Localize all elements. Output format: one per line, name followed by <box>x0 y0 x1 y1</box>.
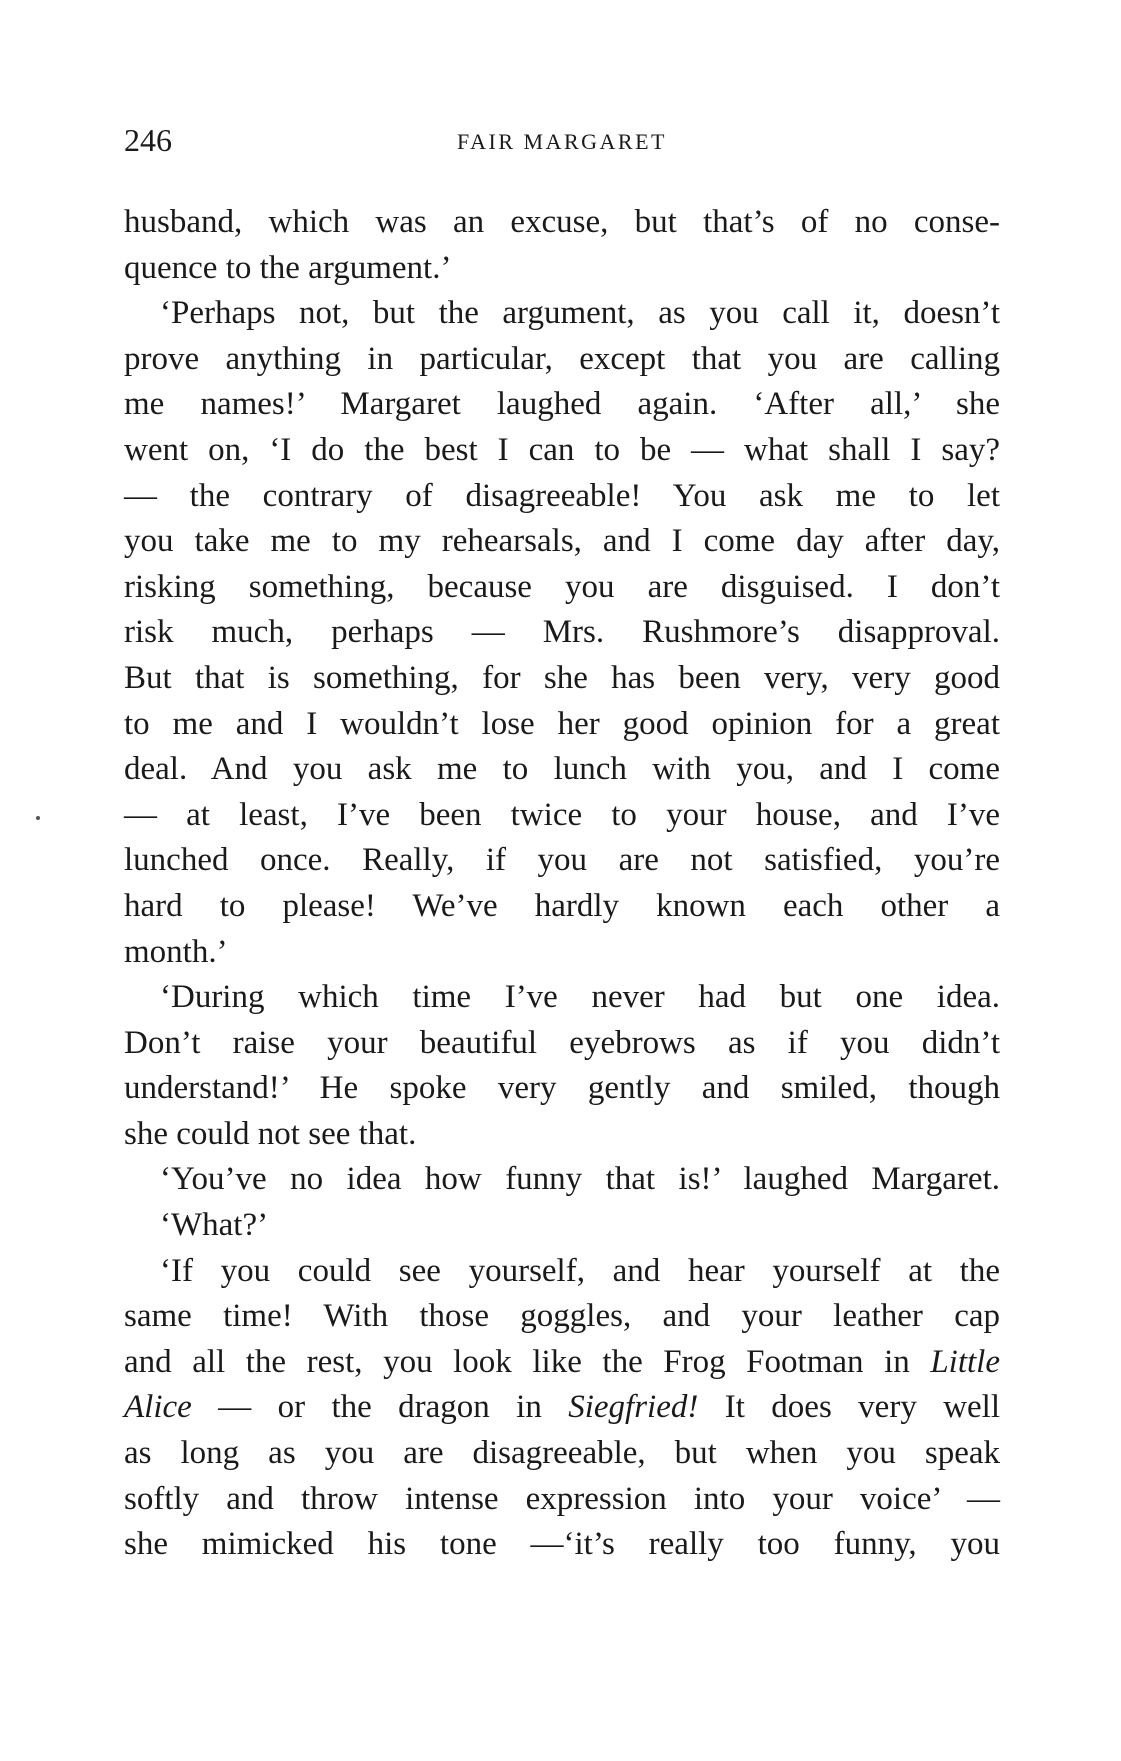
text-line: to me and I wouldn’t lose her good opinion for a great <box>124 705 1000 742</box>
text-segment: — or the dragon in <box>218 1389 542 1426</box>
text-line: ‘You’ve no idea how funny that is!’ laughed Margaret. <box>160 1161 1000 1198</box>
text-segment: It does very well <box>724 1389 1001 1426</box>
running-title: FAIR MARGARET <box>457 129 667 154</box>
text-line: deal. And you ask me to lunch with you, and I come <box>124 751 1000 788</box>
text-line: — the contrary of disagreeable! You ask me to let <box>124 477 1000 514</box>
margin-speck <box>36 816 40 820</box>
text-line: she mimicked his tone —‘it’s really too funny, you <box>124 1526 1000 1563</box>
text-line: she could not see that. <box>124 1115 417 1152</box>
text-line: as long as you are disagreeable, but when you speak <box>124 1435 1000 1472</box>
text-line: husband, which was an excuse, but that’s of no conse- <box>124 204 1000 240</box>
text-line: ‘If you could see yourself, and hear yourself at the <box>160 1252 1000 1289</box>
text-line: prove anything in particular, except that you are calling <box>124 340 1000 377</box>
text-line: ‘During which time I’ve never had but one idea. <box>160 979 1000 1016</box>
text-line: softly and throw intense expression into your voice’ — <box>124 1480 1000 1517</box>
italic-title: Little <box>930 1343 1000 1380</box>
text-line: lunched once. Really, if you are not satisfied, you’re <box>124 842 1000 879</box>
text-line <box>124 1385 1000 1431</box>
text-line: hard to please! We’ve hardly known each other a <box>124 887 1000 924</box>
text-line: ‘Perhaps not, but the argument, as you call it, doesn’t <box>160 295 1000 332</box>
text-line: same time! With those goggles, and your leather cap <box>124 1298 1000 1335</box>
text-line: But that is something, for she has been very, very good <box>124 659 1000 696</box>
text-line: understand!’ He spoke very gently and smiled, though <box>124 1070 1000 1107</box>
text-line: month.’ <box>124 933 228 970</box>
text-line: — at least, I’ve been twice to your house, and I’ve <box>124 796 1000 833</box>
text-line: risk much, perhaps — Mrs. Rushmore’s disapproval. <box>124 614 1000 651</box>
text-line: you take me to my rehearsals, and I come day after day, <box>124 523 1000 560</box>
text-line: Don’t raise your beautiful eyebrows as if you didn’t <box>124 1024 1000 1061</box>
text-line: quence to the argument.’ <box>124 249 452 286</box>
body-text <box>124 200 1000 1568</box>
text-line <box>124 1340 1000 1386</box>
italic-title: Alice <box>124 1389 192 1426</box>
text-line: ‘What?’ <box>160 1207 269 1244</box>
text-line: risking something, because you are disguised. I don’t <box>124 568 1000 605</box>
running-head <box>124 122 1000 162</box>
page-number: 246 <box>124 122 172 158</box>
italic-title: Siegfried! <box>568 1389 699 1426</box>
text-line: me names!’ Margaret laughed again. ‘After all,’ she <box>124 386 1000 423</box>
text-line: went on, ‘I do the best I can to be — what shall I say? <box>124 431 1000 468</box>
text-segment: and all the rest, you look like the Frog Footman in <box>124 1343 910 1380</box>
